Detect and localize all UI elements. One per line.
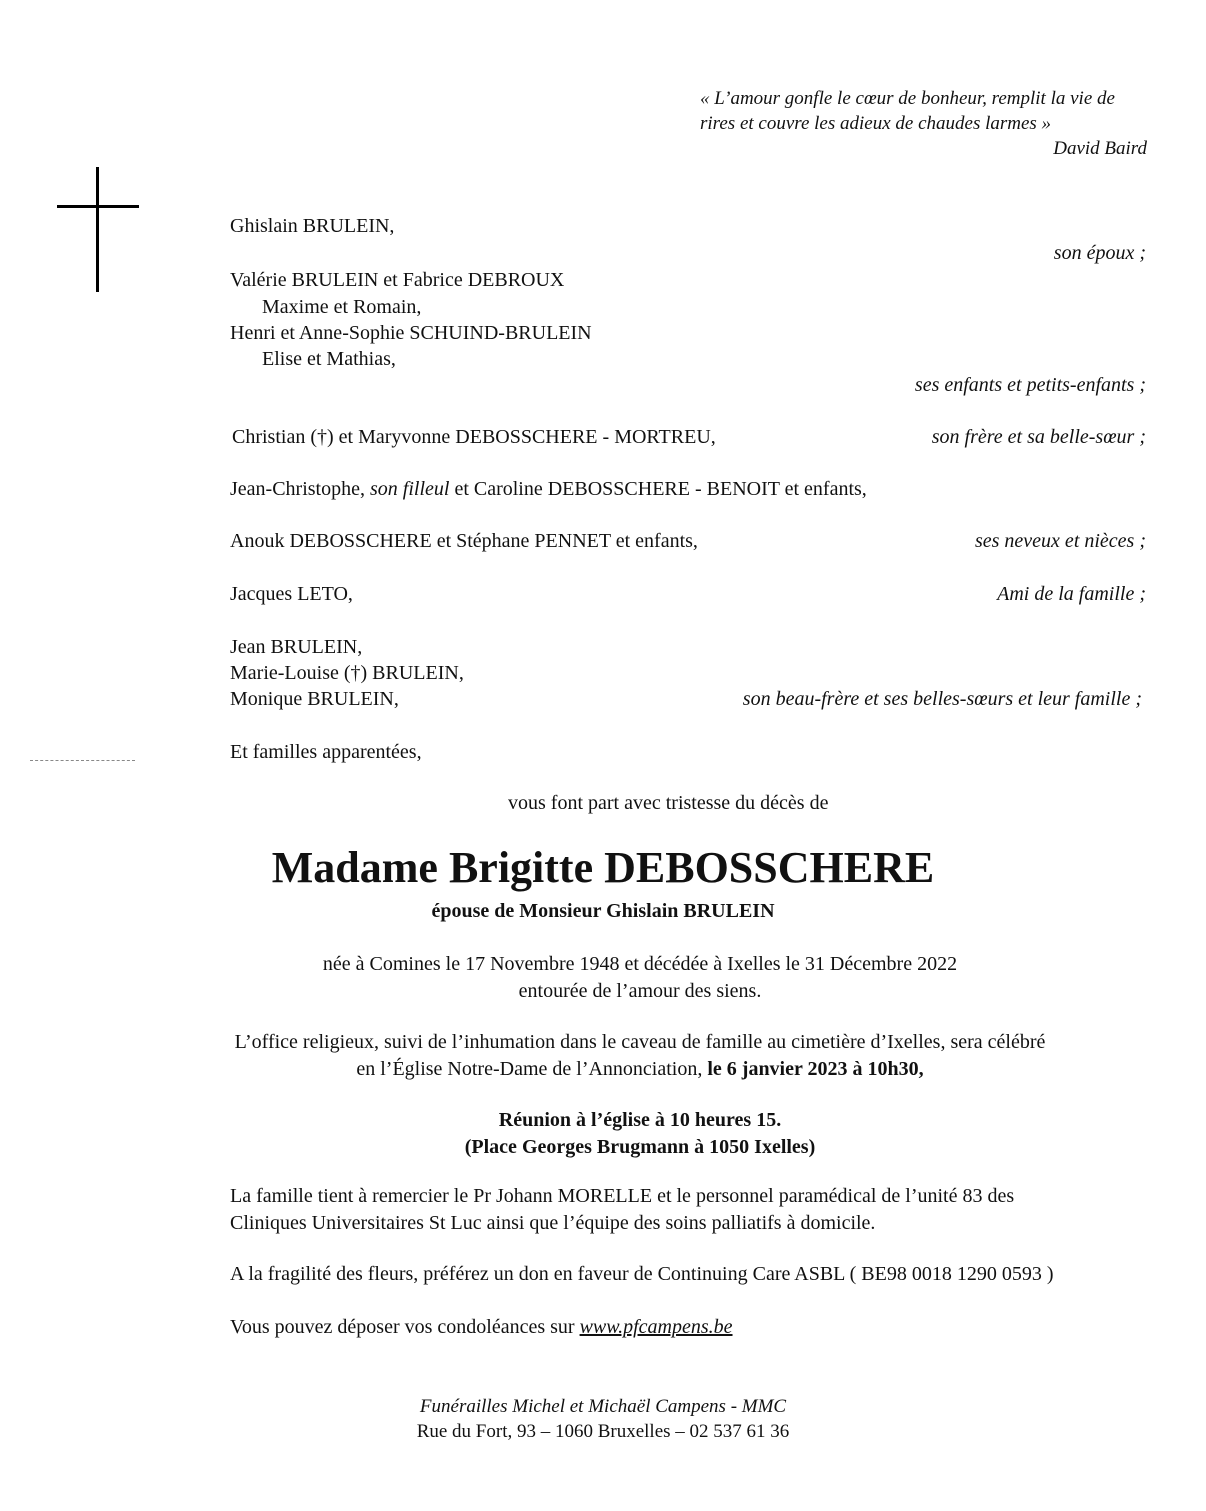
spouse-name: Ghislain BRULEIN, bbox=[230, 215, 395, 237]
inlaw-1: Jean BRULEIN, bbox=[230, 636, 363, 658]
divider bbox=[30, 760, 135, 762]
inlaws-role: son beau-frère et ses belles-sœurs et leur famille ; bbox=[742, 688, 1142, 710]
announcement-intro: vous font part avec tristesse du décès de bbox=[508, 792, 829, 814]
funeral-company: Funérailles Michel et Michaël Campens - MMC bbox=[419, 1396, 787, 1417]
service-date: le 6 janvier 2023 à 10h30, bbox=[707, 1058, 924, 1080]
spouse-role: son époux ; bbox=[1053, 242, 1146, 264]
meeting-time: Réunion à l’église à 10 heures 15. bbox=[498, 1109, 782, 1131]
grandchildren-2: Elise et Mathias, bbox=[262, 348, 396, 370]
sibling-role: son frère et sa belle-sœur ; bbox=[931, 426, 1146, 448]
nephew-family: et Caroline DEBOSSCHERE - BENOIT et enfants, bbox=[449, 478, 867, 500]
cross-icon-bar bbox=[57, 205, 139, 208]
meeting-block bbox=[100, 1107, 1180, 1161]
children-role: ses enfants et petits-enfants ; bbox=[914, 374, 1146, 396]
condolences-text: Vous pouvez déposer vos condoléances sur bbox=[230, 1316, 580, 1338]
footer bbox=[0, 1394, 1206, 1444]
surrounded: entourée de l’amour des siens. bbox=[518, 980, 762, 1002]
cross-icon bbox=[96, 167, 99, 292]
birth-death: née à Comines le 17 Novembre 1948 et décédée à Ixelles le 31 Décembre 2022 bbox=[322, 953, 958, 975]
service-church: en l’Église Notre-Dame de l’Annonciation, bbox=[356, 1058, 708, 1080]
grandchildren-1: Maxime et Romain, bbox=[262, 296, 422, 318]
deceased-name: Madame Brigitte DEBOSSCHERE bbox=[271, 843, 935, 892]
thanks-block bbox=[230, 1183, 1170, 1237]
thanks-line-2: Cliniques Universitaires St Luc ainsi que l’équipe des soins palliatifs à domicile. bbox=[230, 1212, 876, 1234]
condolences-link[interactable]: www.pfcampens.be bbox=[579, 1316, 733, 1338]
spouse-of: épouse de Monsieur Ghislain BRULEIN bbox=[431, 900, 775, 922]
quote-line-2: rires et couvre les adieux de chaudes larmes » bbox=[700, 113, 1052, 134]
nieces-role: ses neveux et nièces ; bbox=[974, 530, 1146, 552]
service-line-2 bbox=[100, 1056, 1180, 1083]
nephew bbox=[230, 476, 867, 502]
funeral-address: Rue du Fort, 93 – 1060 Bruxelles – 02 537 61 36 bbox=[416, 1421, 790, 1442]
niece: Anouk DEBOSSCHERE et Stéphane PENNET et enfants, bbox=[230, 530, 698, 552]
related-families: Et familles apparentées, bbox=[230, 741, 422, 763]
nephew-note: son filleul bbox=[369, 478, 450, 500]
inlaw-2: Marie-Louise (†) BRULEIN, bbox=[230, 662, 464, 684]
condolences bbox=[230, 1314, 1170, 1341]
service-line-1: L’office religieux, suivi de l’inhumation dans le caveau de famille au cimetière d’Ixelles, sera célébré bbox=[234, 1031, 1046, 1053]
inlaw-3: Monique BRULEIN, bbox=[230, 688, 399, 710]
dates-block bbox=[100, 951, 1180, 1005]
meeting-address: (Place Georges Brugmann à 1050 Ixelles) bbox=[464, 1136, 816, 1158]
child-2: Henri et Anne-Sophie SCHUIND-BRULEIN bbox=[230, 322, 592, 344]
friend-role: Ami de la famille ; bbox=[997, 583, 1146, 605]
nephew-name: Jean-Christophe, bbox=[230, 478, 370, 500]
donation: A la fragilité des fleurs, préférez un don en faveur de Continuing Care ASBL ( BE98 0018 1290 0593 ) bbox=[230, 1263, 1054, 1285]
epigraph-quote bbox=[700, 86, 1147, 161]
sibling: Christian (†) et Maryvonne DEBOSSCHERE - MORTREU, bbox=[232, 426, 716, 448]
quote-author: David Baird bbox=[1053, 138, 1147, 159]
service-block bbox=[100, 1029, 1180, 1083]
thanks-line-1: La famille tient à remercier le Pr Johann MORELLE et le personnel paramédical de l’unité 83 des bbox=[230, 1185, 1015, 1207]
quote-line-1: « L’amour gonfle le cœur de bonheur, remplit la vie de bbox=[700, 88, 1115, 109]
child-1: Valérie BRULEIN et Fabrice DEBROUX bbox=[230, 269, 565, 291]
friend: Jacques LETO, bbox=[230, 583, 353, 605]
